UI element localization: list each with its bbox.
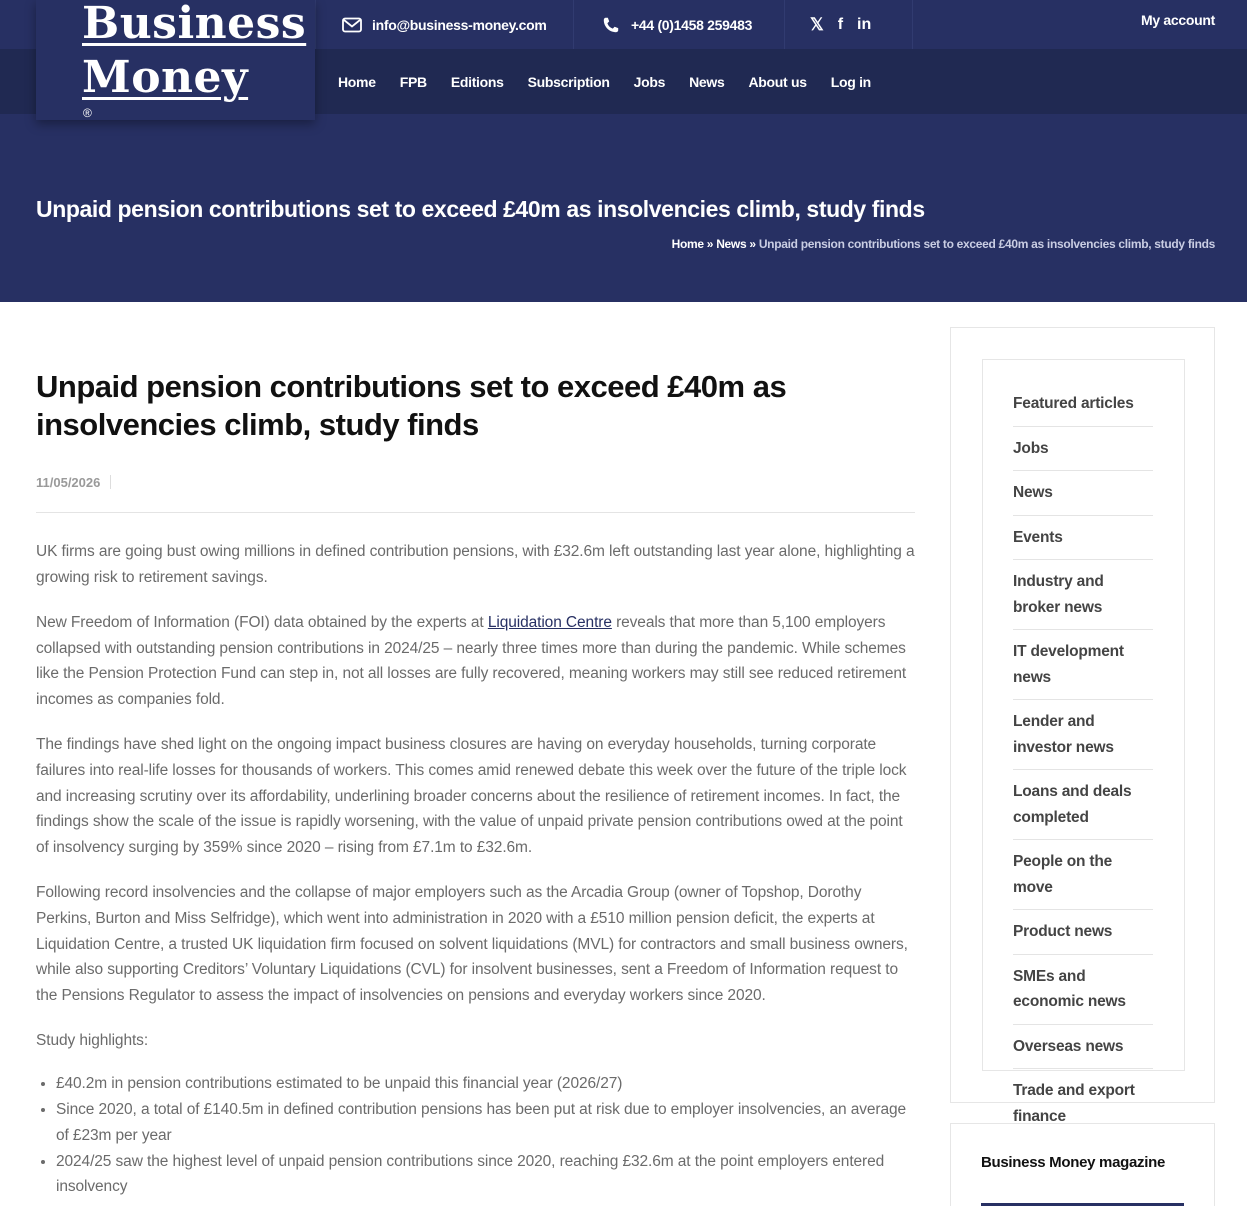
- nav-fpb[interactable]: FPB: [399, 73, 427, 90]
- site-logo[interactable]: [36, 0, 315, 120]
- article-title: Unpaid pension contributions set to exceed £40m as insolvencies climb, study finds: [36, 369, 787, 442]
- list-item: • £40.2m in pension contributions estimated to be unpaid this financial year (2026/27): [56, 1071, 915, 1097]
- breadcrumb-current: Unpaid pension contributions set to exceed £40m as insolvencies climb, study finds: [758, 237, 1215, 251]
- nav-jobs[interactable]: Jobs: [633, 73, 666, 90]
- category-list: [1013, 382, 1153, 1138]
- phone-icon: [601, 16, 621, 34]
- category-link[interactable]: News: [1013, 471, 1153, 516]
- liquidation-centre-link[interactable]: Liquidation Centre: [487, 613, 612, 631]
- topbar-divider: [573, 0, 574, 49]
- logo-line-1: Business: [82, 0, 307, 49]
- breadcrumb: [672, 237, 1215, 251]
- paragraph: New Freedom of Information (FOI) data obtained by the experts at Liquidation Centre reveals that more than 5,100 employers collapsed with outstanding pension contributions in 2024/25 – nearly three times more than during the pandemic. While schemes like the Pension Protection Fund can step in, not all losses are fully recovered, meaning workers may still see reduced retirement incomes as companies fold.: [36, 613, 907, 709]
- topbar-divider: [315, 0, 316, 49]
- category-link[interactable]: Featured articles: [1013, 382, 1153, 427]
- sidebar: [950, 327, 1215, 1125]
- nav-about-us[interactable]: About us: [748, 73, 807, 90]
- paragraph: Study highlights:: [36, 1032, 149, 1050]
- x-icon[interactable]: 𝕏: [810, 14, 824, 34]
- category-link[interactable]: People on the move: [1013, 840, 1153, 910]
- paragraph: Following record insolvencies and the collapse of major employers such as the Arcadia Group (owner of Topshop, Dorothy Perkins, Burton and Miss Selfridge), which went into administration in 2020 with a £510 million pension deficit, the experts at Liquidation Centre, a trusted UK liquidation firm focused on solvent liquidations (MVL) for contractors and small business owners, while also supporting Creditors’ Voluntary Liquidations (CVL) for insolvent businesses, sent a Freedom of Information request to the Pensions Regulator to assess the impact of insolvencies on pensions and everyday workers since 2020.: [36, 884, 908, 1005]
- site-header: [0, 0, 1247, 302]
- topbar-divider: [784, 0, 785, 49]
- category-link[interactable]: SMEs and economic news: [1013, 955, 1153, 1025]
- email-text: info@business-money.com: [372, 16, 547, 33]
- list-item: • 2024/25 saw the highest level of unpaid pension contributions since 2020, reaching £32.6m at the point employers entered insolvency: [56, 1149, 915, 1200]
- my-account-link[interactable]: My account: [1140, 12, 1215, 28]
- category-link[interactable]: Product news: [1013, 910, 1153, 955]
- category-link[interactable]: Events: [1013, 516, 1153, 561]
- category-link[interactable]: Industry and broker news: [1013, 560, 1153, 630]
- logo-line-2: Money: [82, 52, 249, 103]
- article-divider: [36, 512, 915, 513]
- nav-log-in[interactable]: Log in: [830, 73, 871, 90]
- article: [36, 368, 915, 1200]
- logo-registered-mark: ®: [83, 106, 92, 120]
- meta-divider: [110, 475, 111, 489]
- article-body: [36, 539, 915, 1200]
- paragraph: The findings have shed light on the ongoing impact business closures are having on everyday households, turning corporate failures into real-life losses for thousands of workers. This comes amid renewed debate this week over the future of the triple lock and increasing scrutiny over its affordability, underlining broader concerns about the resilience of retirement incomes. In fact, the findings show the scale of the issue is rapidly worsening, with the value of unpaid private pension contributions owed at the point of insolvency surging by 359% since 2020 – rising from £7.1m to £32.6m.: [36, 736, 907, 857]
- list-item: • Since 2020, a total of £140.5m in defined contribution pensions has been put at risk due to employer insolvencies, an average of £23m per year: [56, 1097, 915, 1148]
- facebook-icon[interactable]: f: [837, 15, 844, 33]
- topbar-divider: [912, 0, 913, 49]
- social-links: [810, 0, 871, 49]
- article-meta: [36, 472, 915, 492]
- article-date: 11/05/2026: [36, 474, 101, 490]
- main-nav: [338, 49, 871, 114]
- phone-link[interactable]: [601, 0, 752, 49]
- nav-news[interactable]: News: [689, 73, 725, 90]
- envelope-icon: [342, 17, 362, 33]
- magazine-title: Business Money magazine: [981, 1154, 1165, 1171]
- category-link[interactable]: Trade and export finance: [1013, 1082, 1135, 1125]
- hero-title: Unpaid pension contributions set to exceed £40m as insolvencies climb, study finds: [36, 196, 925, 222]
- nav-editions[interactable]: Editions: [450, 73, 504, 90]
- breadcrumb-separator: »: [749, 237, 756, 251]
- email-link[interactable]: [342, 0, 547, 49]
- highlights-list: [56, 1071, 915, 1200]
- breadcrumb-separator: »: [706, 237, 714, 251]
- paragraph: UK firms are going bust owing millions in defined contribution pensions, with £32.6m left outstanding last year alone, highlighting a growing risk to retirement savings.: [36, 543, 915, 586]
- phone-text: +44 (0)1458 259483: [631, 16, 753, 33]
- nav-home[interactable]: Home: [338, 73, 376, 90]
- category-link[interactable]: Loans and deals completed: [1013, 770, 1153, 840]
- breadcrumb-news[interactable]: News: [716, 237, 747, 251]
- magazine-widget: [950, 1123, 1215, 1206]
- category-link[interactable]: IT development news: [1013, 630, 1153, 700]
- category-link[interactable]: Lender and investor news: [1013, 700, 1153, 770]
- category-link[interactable]: Jobs: [1013, 427, 1153, 472]
- category-panel: [982, 359, 1185, 1125]
- nav-subscription[interactable]: Subscription: [527, 73, 610, 90]
- breadcrumb-home[interactable]: Home: [671, 237, 704, 251]
- category-link[interactable]: Overseas news: [1013, 1025, 1153, 1070]
- linkedin-icon[interactable]: in: [857, 15, 872, 33]
